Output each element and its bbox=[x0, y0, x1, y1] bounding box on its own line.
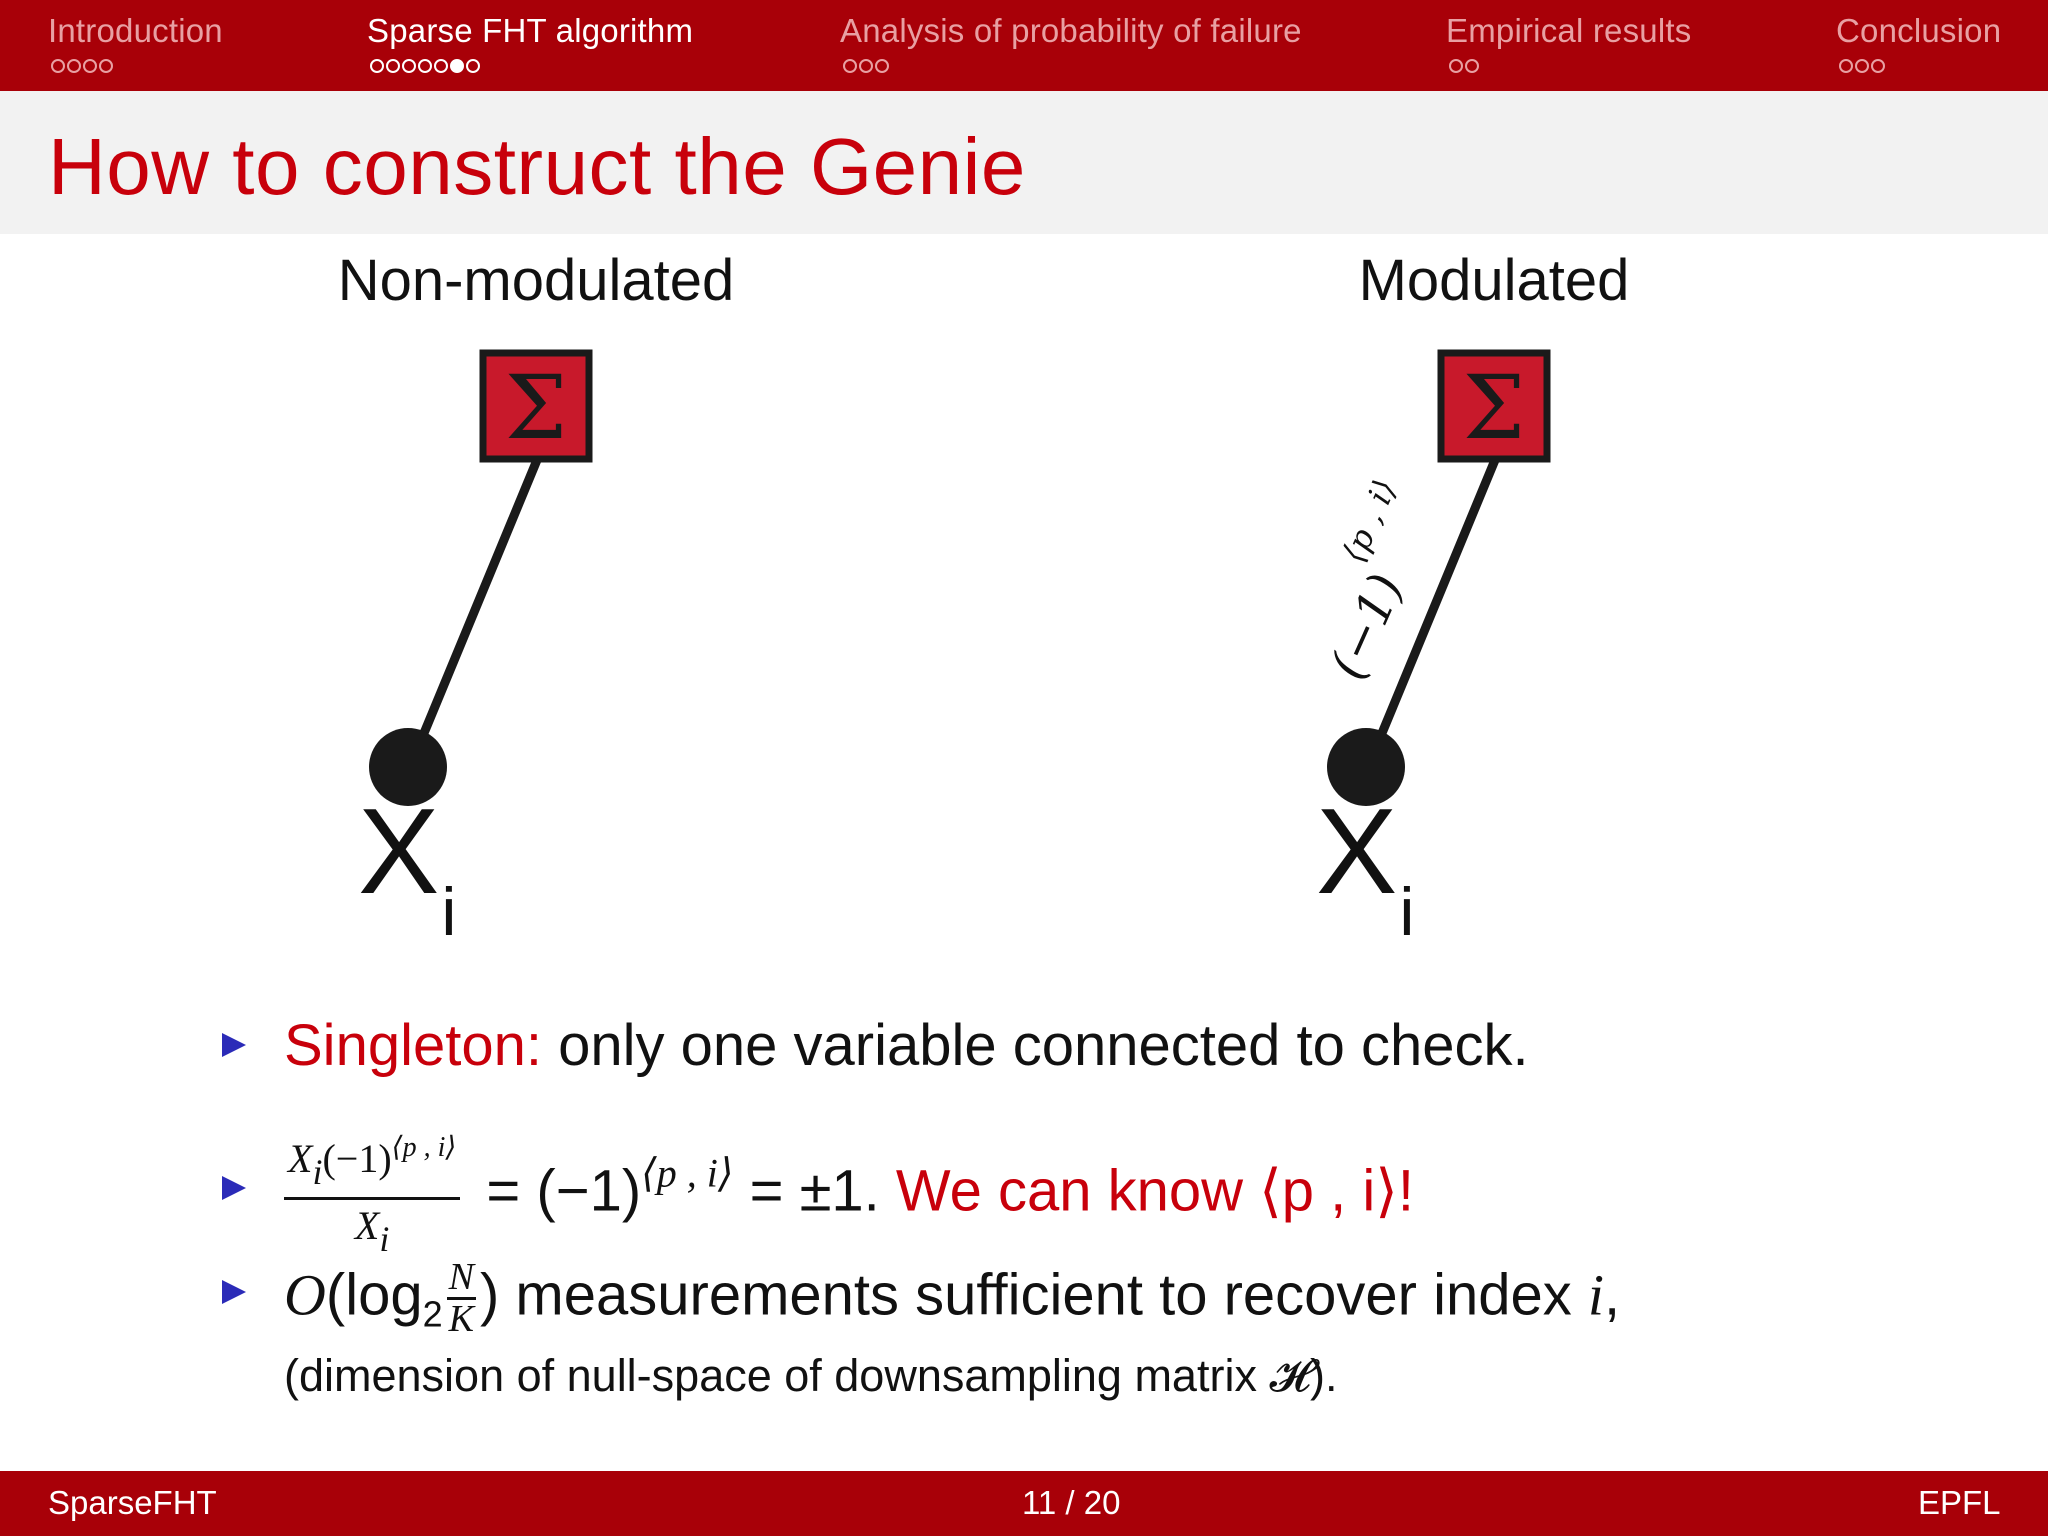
edge-base: (−1) bbox=[1319, 565, 1415, 688]
trailing-comma: , bbox=[1604, 1262, 1621, 1328]
log-text: (log bbox=[325, 1262, 423, 1328]
variable-subscript: i bbox=[441, 874, 457, 950]
nav-section-label[interactable]: Analysis of probability of failure bbox=[840, 12, 1302, 49]
n-over-k-fraction bbox=[447, 1258, 476, 1340]
left-variable-label bbox=[358, 783, 457, 950]
edge-exponent: ⟨p , i⟩ bbox=[1334, 473, 1405, 569]
equation-tail: = ±1. bbox=[733, 1158, 880, 1224]
nav-section-label[interactable]: Conclusion bbox=[1836, 12, 2002, 49]
big-o: O bbox=[284, 1262, 326, 1328]
equation-exponent: ⟨p , i⟩ bbox=[641, 1150, 734, 1196]
nav-section-label[interactable]: Sparse FHT algorithm bbox=[367, 12, 694, 49]
footer-title: SparseFHT bbox=[48, 1484, 217, 1521]
frame-title: How to construct the Genie bbox=[48, 122, 1026, 211]
num-rest: (−1) bbox=[322, 1136, 392, 1181]
variable-name: X bbox=[358, 783, 440, 919]
den-sub: i bbox=[379, 1219, 390, 1259]
right-sigma-symbol: Σ bbox=[1462, 356, 1526, 459]
bullet-text bbox=[284, 1130, 1414, 1260]
singleton-description: only one variable connected to check. bbox=[541, 1013, 1529, 1078]
bullet-arrow-icon bbox=[222, 1033, 246, 1057]
measurements-text: ) measurements sufficient to recover index bbox=[480, 1262, 1588, 1328]
bullet-text bbox=[284, 1012, 1529, 1079]
den-x: X bbox=[354, 1203, 380, 1248]
left-sigma-symbol: Σ bbox=[504, 356, 568, 459]
nav-section-label[interactable]: Empirical results bbox=[1446, 12, 1692, 49]
right-variable-label bbox=[1316, 783, 1415, 950]
num-exponent: ⟨p , i⟩ bbox=[391, 1132, 457, 1163]
left-edge bbox=[410, 460, 537, 767]
fraction-numerator bbox=[284, 1130, 460, 1200]
measurements-note: (dimension of null-space of downsampling matrix 𝓗). bbox=[284, 1350, 1338, 1401]
footer-page-number: 11 / 20 bbox=[1022, 1484, 1121, 1521]
non-modulated-title: Non-modulated bbox=[337, 248, 735, 313]
fraction-denominator bbox=[284, 1200, 460, 1260]
fraction-numerator: N bbox=[448, 1256, 474, 1298]
nav-section-label[interactable]: Introduction bbox=[48, 12, 223, 49]
variable-name: X bbox=[1316, 783, 1398, 919]
bullet-arrow-icon bbox=[222, 1280, 246, 1304]
highlight-text: We can know ⟨p , i⟩! bbox=[879, 1158, 1414, 1224]
bullet-arrow-icon bbox=[222, 1176, 246, 1200]
variable-subscript: i bbox=[1399, 874, 1415, 950]
modulated-title: Modulated bbox=[1358, 248, 1630, 313]
bullet-text bbox=[284, 1258, 1620, 1340]
singleton-term: Singleton: bbox=[284, 1013, 542, 1078]
footer-bar bbox=[0, 1471, 2048, 1536]
log-base: 2 bbox=[422, 1293, 443, 1335]
num-sub: i bbox=[312, 1152, 323, 1192]
num-x: X bbox=[288, 1136, 313, 1181]
footer-institution: EPFL bbox=[1918, 1484, 2001, 1521]
index-variable: i bbox=[1587, 1262, 1604, 1328]
ratio-fraction bbox=[284, 1130, 460, 1260]
fraction-denominator: K bbox=[448, 1298, 474, 1340]
equation-middle: = (−1) bbox=[470, 1158, 642, 1224]
